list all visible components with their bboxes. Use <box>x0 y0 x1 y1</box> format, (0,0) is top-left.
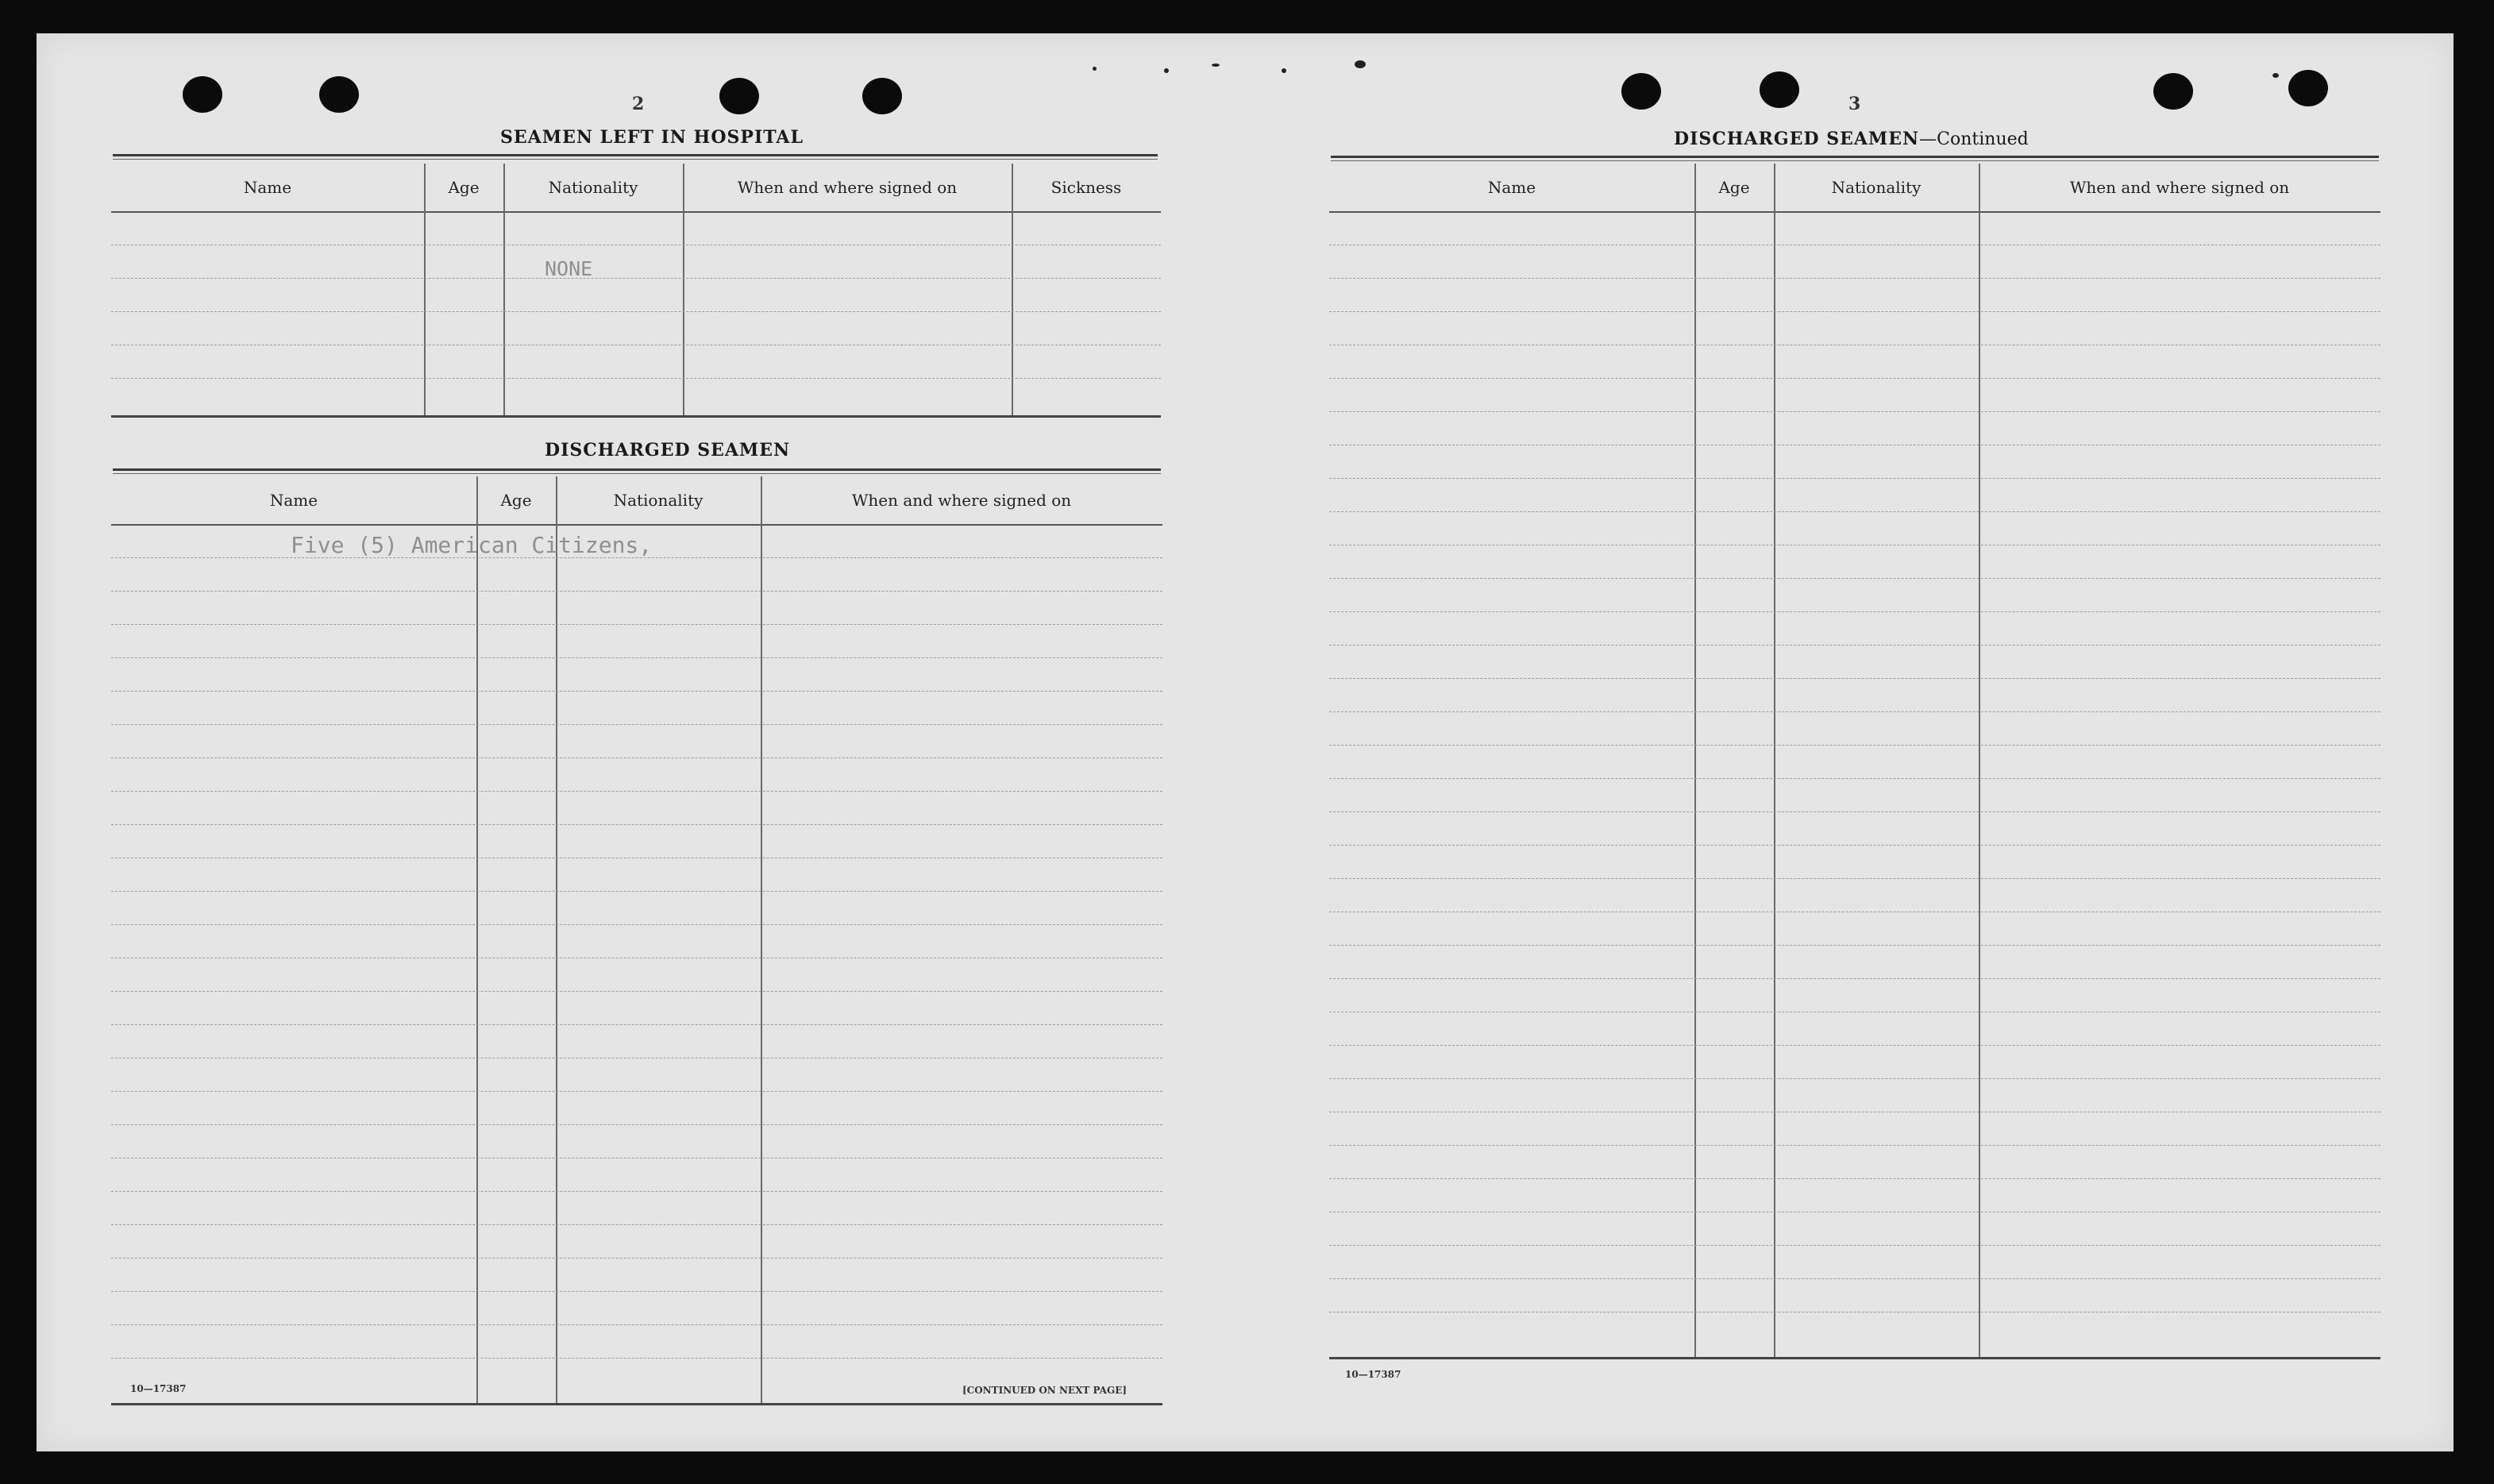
row-line <box>111 624 1162 625</box>
row-line <box>1329 311 2380 312</box>
discharged-table-right <box>1329 164 2380 1359</box>
row-line <box>1329 878 2380 879</box>
row-line <box>111 1258 1162 1259</box>
row-line <box>111 1358 1162 1359</box>
column-divider <box>556 476 557 1405</box>
document-sheet <box>37 33 2454 1451</box>
row-line <box>1329 778 2380 779</box>
column-header: When and where signed on <box>2069 178 2290 197</box>
hospital-table <box>111 164 1161 418</box>
column-header: When and where signed on <box>737 178 958 197</box>
title-rule <box>1331 156 2379 161</box>
column-header: Name <box>1487 178 1536 197</box>
row-line <box>1329 611 2380 612</box>
table-bottom-rule <box>1329 1357 2380 1359</box>
column-header: Name <box>269 491 318 510</box>
column-divider <box>761 476 762 1405</box>
column-header: Nationality <box>548 178 638 197</box>
form-number-right: 10—17387 <box>1345 1369 1401 1380</box>
column-divider <box>476 476 478 1405</box>
row-line <box>1329 1178 2380 1179</box>
row-line <box>1329 378 2380 379</box>
row-line <box>111 924 1162 925</box>
row-line <box>111 1191 1162 1192</box>
row-line <box>111 724 1162 725</box>
column-divider <box>1979 164 1980 1359</box>
column-header: Sickness <box>1050 178 1122 197</box>
discharged-table-left <box>111 476 1162 1405</box>
column-header: Name <box>243 178 292 197</box>
row-line <box>111 657 1162 658</box>
row-line <box>111 278 1161 279</box>
row-line <box>1329 1078 2380 1079</box>
row-line <box>1329 578 2380 579</box>
row-line <box>1329 1145 2380 1146</box>
row-line <box>111 757 1162 758</box>
column-divider <box>1774 164 1775 1359</box>
hospital-entry-text: NONE <box>545 257 593 280</box>
row-line <box>1329 711 2380 712</box>
continued-note: [CONTINUED ON NEXT PAGE] <box>962 1385 1128 1396</box>
row-line <box>1329 945 2380 946</box>
page-number-left: 2 <box>632 94 645 114</box>
column-divider <box>1012 164 1013 418</box>
punch-hole <box>2153 73 2193 110</box>
form-number-left: 10—17387 <box>130 1383 187 1394</box>
row-line <box>1329 978 2380 979</box>
column-header: Nationality <box>1831 178 1922 197</box>
column-divider <box>503 164 505 418</box>
ink-speck <box>1093 67 1097 71</box>
column-divider <box>683 164 684 418</box>
title-rule <box>113 154 1158 160</box>
row-line <box>1329 845 2380 846</box>
row-line <box>111 991 1162 992</box>
ink-speck <box>1282 68 1286 73</box>
row-line <box>111 591 1162 592</box>
column-header: Age <box>500 491 532 510</box>
row-line <box>1329 678 2380 679</box>
ink-speck <box>1355 60 1366 68</box>
section-title-text: DISCHARGED SEAMEN <box>1674 129 1920 149</box>
row-line <box>111 791 1162 792</box>
row-line <box>1329 1245 2380 1246</box>
row-line <box>1329 1045 2380 1046</box>
section-title-suffix: —Continued <box>1919 129 2029 149</box>
row-line <box>1329 411 2380 412</box>
discharged-entry-text: Five (5) American Citizens, <box>291 532 653 558</box>
row-line <box>1329 478 2380 479</box>
column-header: Age <box>1718 178 1750 197</box>
column-header: Nationality <box>613 491 703 510</box>
row-line <box>111 1024 1162 1025</box>
punch-hole <box>1621 73 1661 110</box>
discharged-section-title: DISCHARGED SEAMEN <box>545 440 791 461</box>
row-line <box>111 1091 1162 1092</box>
ink-speck <box>1164 68 1169 73</box>
column-header: Age <box>448 178 480 197</box>
punch-hole <box>183 76 222 113</box>
column-divider <box>424 164 426 418</box>
page-number-right: 3 <box>1848 94 1861 114</box>
column-divider <box>1694 164 1696 1359</box>
hospital-section-title: SEAMEN LEFT IN HOSPITAL <box>500 127 804 148</box>
table-bottom-rule <box>111 415 1161 418</box>
row-line <box>1329 278 2380 279</box>
title-rule <box>113 468 1161 474</box>
row-line <box>111 1224 1162 1225</box>
row-line <box>111 691 1162 692</box>
punch-hole <box>2288 70 2328 106</box>
punch-hole <box>719 78 759 114</box>
row-line <box>111 311 1161 312</box>
punch-hole <box>319 76 359 113</box>
column-header: When and where signed on <box>851 491 1072 510</box>
row-line <box>111 1124 1162 1125</box>
table-bottom-rule <box>111 1403 1162 1405</box>
row-line <box>1329 511 2380 512</box>
discharged-continued-title <box>1674 129 2029 149</box>
punch-hole <box>862 78 902 114</box>
row-line <box>111 1324 1162 1325</box>
ink-speck <box>2272 73 2279 78</box>
row-line <box>111 891 1162 892</box>
row-line <box>1329 811 2380 812</box>
ink-speck <box>1212 64 1220 67</box>
row-line <box>1329 1278 2380 1279</box>
row-line <box>111 1291 1162 1292</box>
row-line <box>1329 645 2380 646</box>
row-line <box>111 824 1162 825</box>
row-line <box>111 378 1161 379</box>
punch-hole <box>1760 71 1799 108</box>
row-line <box>1329 745 2380 746</box>
